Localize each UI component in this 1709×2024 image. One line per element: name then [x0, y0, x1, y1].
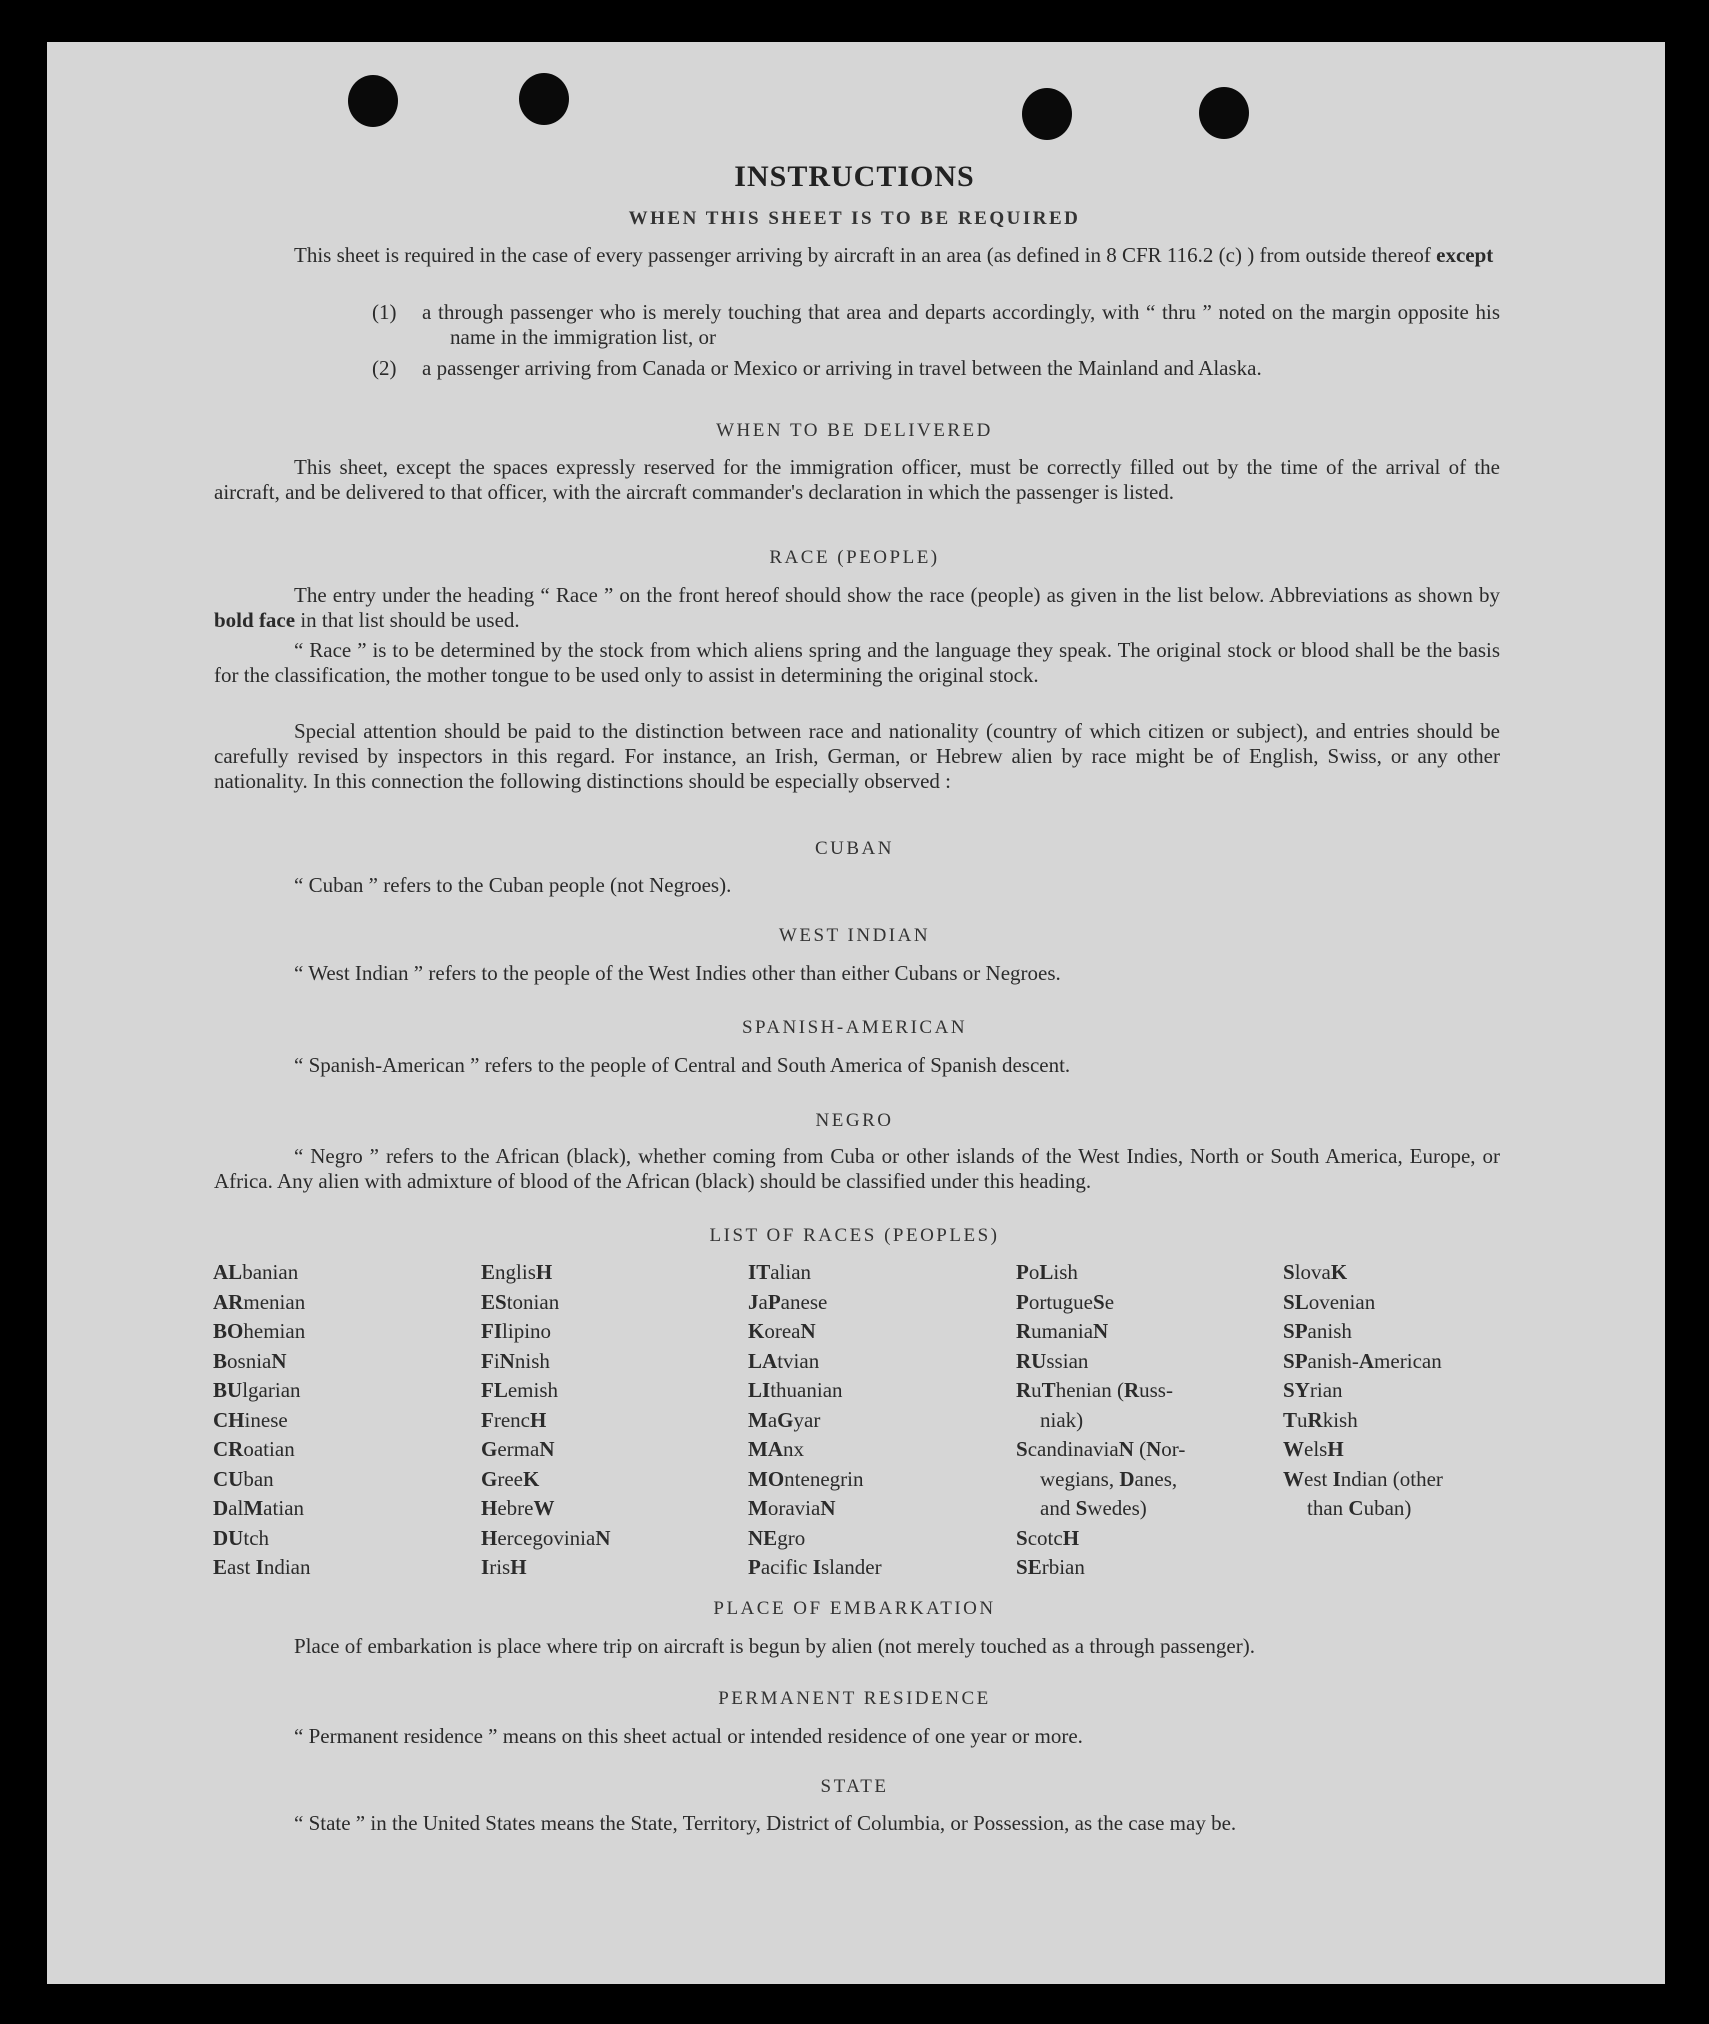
list-item: and Swedes) [1040, 1496, 1147, 1520]
list-item: LIthuanian [748, 1378, 843, 1402]
section-heading: WHEN TO BE DELIVERED [716, 420, 993, 441]
list-item: FiNnish [481, 1348, 550, 1373]
list-item: BOhemian [213, 1319, 306, 1343]
race-column [213, 1258, 310, 1583]
list-item: CRoatian [213, 1437, 295, 1461]
section-heading: WHEN THIS SHEET IS TO BE REQUIRED [628, 208, 1081, 229]
list-item: FLemish [481, 1378, 559, 1402]
list-item: KoreaN [748, 1319, 816, 1343]
list-item: than Cuban) [1307, 1496, 1412, 1520]
section-heading: LIST OF RACES (PEOPLES) [709, 1225, 1000, 1246]
paragraph: This sheet is required in the case of every passenger arriving by aircraft in an area (as defined in 8 CFR 116.2 (c) ) from outside thereof except [294, 243, 1494, 267]
punch-hole [1022, 88, 1072, 140]
punch-hole [519, 73, 569, 125]
list-item: CUban [213, 1466, 274, 1491]
list-item: ALbanian [213, 1260, 299, 1284]
list-item: RumaniaN [1016, 1319, 1109, 1343]
list-item: GreeK [481, 1466, 540, 1491]
list-item: RuThenian (Russ- [1016, 1378, 1173, 1402]
list-item: GermaN [481, 1437, 555, 1461]
list-item: BosniaN [213, 1348, 287, 1373]
list-item: CHinese [213, 1407, 288, 1432]
list-item: TuRkish [1283, 1407, 1358, 1432]
list-item: WelsH [1283, 1437, 1344, 1461]
list-item: (2) a passenger arriving from Canada or Mexico or arriving in travel between the Mainland and Alaska. [372, 356, 1262, 380]
list-item: MaGyar [748, 1407, 821, 1432]
list-item: SPanish-American [1283, 1348, 1442, 1373]
list-item: JaPanese [748, 1289, 828, 1314]
list-item: DUtch [213, 1525, 270, 1550]
paragraph: “ Cuban ” refers to the Cuban people (not Negroes). [294, 873, 732, 897]
section-heading: PLACE OF EMBARKATION [713, 1598, 996, 1619]
list-item: ARmenian [213, 1289, 306, 1314]
race-column [1283, 1258, 1443, 1524]
race-column [481, 1258, 611, 1583]
paragraph: “ Permanent residence ” means on this sheet actual or intended residence of one year or more. [294, 1724, 1083, 1748]
section-heading: PERMANENT RESIDENCE [718, 1688, 991, 1709]
list-item: IrisH [481, 1555, 527, 1579]
list-item: LAtvian [748, 1348, 820, 1373]
list-item: SYrian [1283, 1378, 1343, 1402]
list-item: Pacific Islander [748, 1555, 882, 1579]
list-item: MOntenegrin [748, 1466, 864, 1491]
paragraph: “ Spanish-American ” refers to the people of Central and South America of Spanish descent. [294, 1053, 1071, 1077]
paragraph: The entry under the heading “ Race ” on the front hereof should show the race (people) as given in the list below. Abbreviations as shown by bold face in that list should be used. [214, 583, 1500, 632]
list-item: PoLish [1016, 1260, 1078, 1284]
paragraph: “ West Indian ” refers to the people of the West Indies other than either Cubans or Negroes. [294, 961, 1061, 985]
list-item: DalMatian [213, 1496, 305, 1520]
paragraph: “ State ” in the United States means the State, Territory, District of Columbia, or Possession, as the case may be. [294, 1811, 1237, 1835]
section-heading: STATE [820, 1776, 889, 1797]
list-item: ScandinaviaN (Nor- [1016, 1437, 1186, 1461]
paragraph: This sheet, except the spaces expressly reserved for the immigration officer, must be correctly filled out by the time of the arrival of the aircraft, and be delivered to that officer, with the aircraft commander's declaration in which the passenger is listed. [214, 455, 1500, 504]
punch-hole [1199, 87, 1249, 139]
list-item: FrencH [481, 1407, 547, 1432]
list-item: East Indian [213, 1555, 311, 1579]
section-heading: RACE (PEOPLE) [769, 547, 940, 568]
list-item: (1) a through passenger who is merely touching that area and departs accordingly, with “ thru ” noted on the margin opposite his name in the immigration list, or [372, 300, 1500, 349]
list-item: FIlipino [481, 1319, 552, 1343]
list-item: West Indian (other [1283, 1466, 1443, 1491]
paragraph: “ Negro ” refers to the African (black), whether coming from Cuba or other islands of the West Indies, North or South America, Europe, or Africa. Any alien with admixture of blood of the African (black) should be classified under this heading. [214, 1144, 1500, 1193]
section-heading: SPANISH-AMERICAN [741, 1017, 968, 1038]
race-column [1016, 1258, 1185, 1583]
list-item: SlovaK [1283, 1260, 1348, 1284]
list-item: ITalian [748, 1260, 812, 1284]
list-item: HercegoviniaN [481, 1525, 611, 1550]
list-item: ScotcH [1016, 1525, 1080, 1550]
paragraph: Place of embarkation is place where trip on aircraft is begun by alien (not merely touched as a through passenger). [294, 1634, 1255, 1658]
paragraph: “ Race ” is to be determined by the stock from which aliens spring and the language they speak. The original stock or blood shall be the basis for the classification, the mother tongue to be used only to assist in determining the original stock. [214, 638, 1500, 687]
punch-hole [348, 75, 398, 127]
list-item: MoraviaN [748, 1496, 836, 1520]
list-item: EnglisH [481, 1260, 553, 1284]
list-item: wegians, Danes, [1040, 1466, 1178, 1491]
list-item: MAnx [748, 1437, 804, 1461]
section-heading: WEST INDIAN [778, 925, 931, 946]
section-heading: CUBAN [814, 838, 894, 859]
paragraph: Special attention should be paid to the distinction between race and nationality (country of which citizen or subject), and entries should be carefully revised by inspectors in this regard. For instance, an Irish, German, or Hebrew alien by race might be of English, Swiss, or any other nationality. In this connection the following distinctions should be especially observed : [214, 719, 1500, 793]
race-column [748, 1258, 882, 1583]
list-item: PortugueSe [1016, 1289, 1115, 1314]
list-item: RUssian [1016, 1348, 1089, 1373]
list-item: SErbian [1016, 1555, 1085, 1579]
section-heading: NEGRO [815, 1110, 894, 1131]
list-item: niak) [1040, 1407, 1084, 1432]
list-item: EStonian [481, 1289, 560, 1314]
list-item: SPanish [1283, 1319, 1352, 1343]
list-item: HebreW [481, 1496, 555, 1520]
list-item: SLovenian [1283, 1289, 1376, 1314]
list-item: BUlgarian [213, 1378, 301, 1402]
list-item: NEgro [748, 1525, 806, 1550]
page-title: INSTRUCTIONS [734, 160, 975, 193]
